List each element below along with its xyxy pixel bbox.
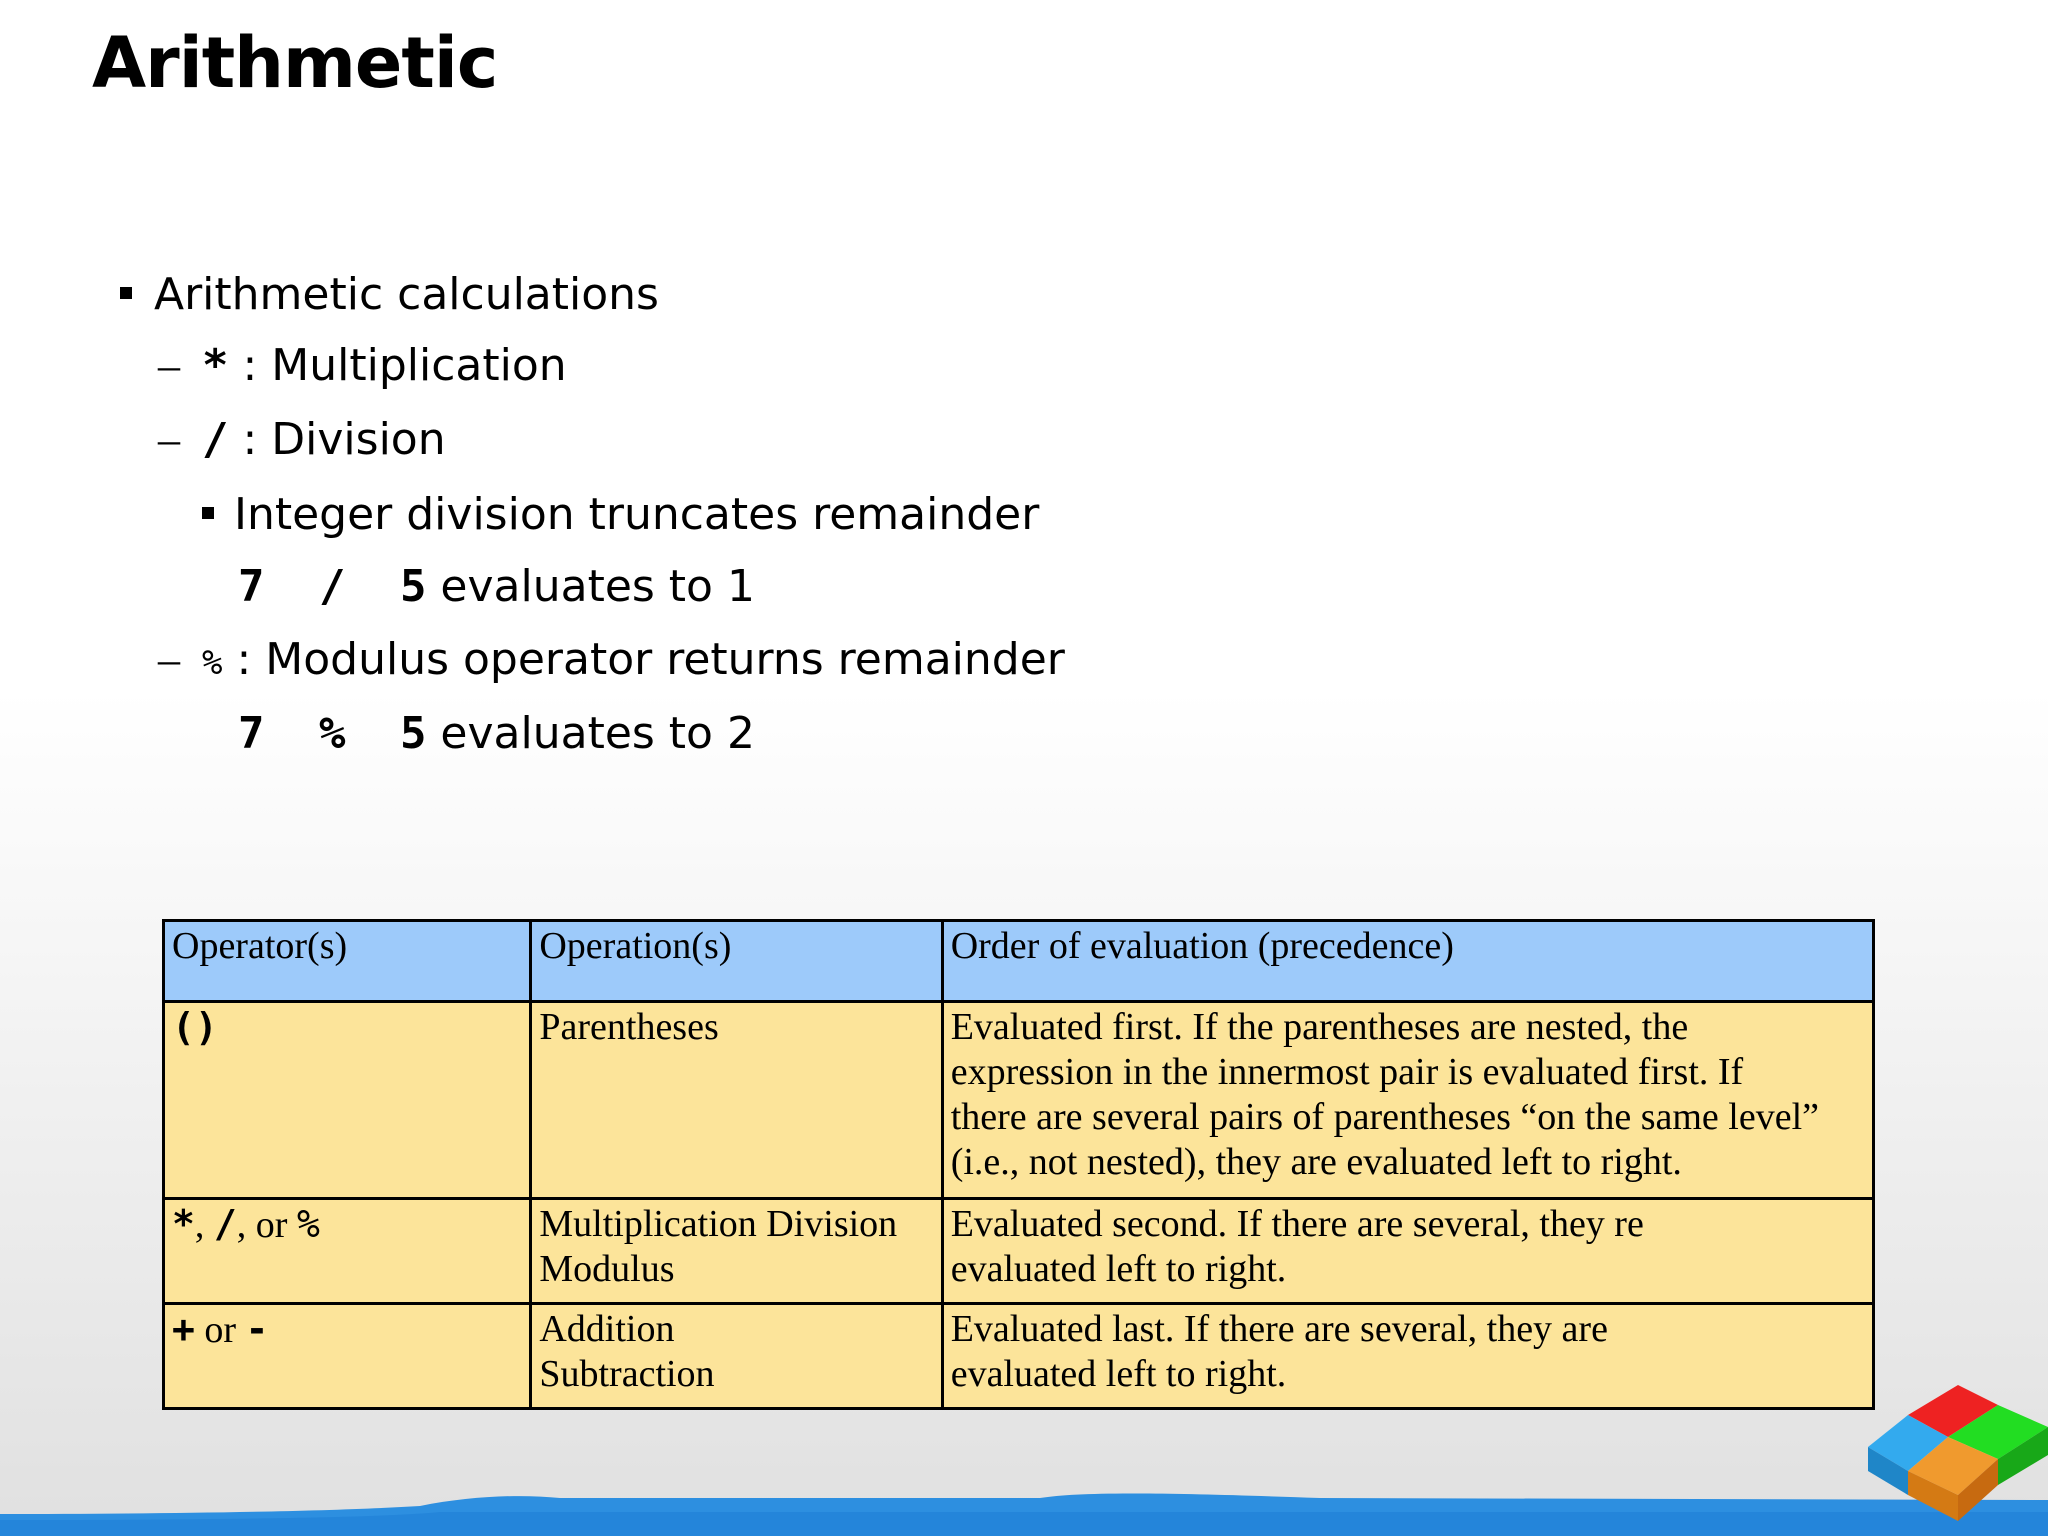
operator-separator: , or [236,1204,297,1246]
order-line: Evaluated last. If there are several, they are [950,1308,1608,1350]
operation-cell [531,1199,942,1304]
operator-code: * [172,1202,195,1246]
table-row [164,1199,1874,1304]
bullet-square-icon [202,507,214,519]
bullet-text: Integer division truncates remainder [233,489,1040,540]
bullet-text: Arithmetic calculations [153,269,659,320]
table-row [164,1002,1874,1199]
order-cell [942,1002,1873,1199]
operator-cell [164,1199,531,1304]
operation-cell [531,1304,942,1409]
colored-cube-logo [1848,1375,2048,1536]
bottom-wave-bar [0,1490,2048,1536]
operator-code: + [172,1307,195,1351]
operation-line: Parentheses [539,1006,719,1048]
operator-code: - [245,1307,269,1351]
bullet-text: : Multiplication [228,340,567,391]
operator-code: / [213,1202,237,1246]
order-line: Evaluated second. If there are several, they re [950,1203,1644,1245]
order-line: there are several pairs of parentheses “on the same level” [950,1096,1819,1138]
table-row [164,1304,1874,1409]
code-expression: 7 % 5 [237,708,427,759]
dash-marker: – [157,415,180,464]
dash-marker: – [157,635,180,684]
header-operators: Operator(s) [164,921,531,1002]
operator-separator: , [194,1204,214,1246]
order-line: Evaluated first. If the parentheses are nested, the [950,1006,1689,1048]
header-order: Order of evaluation (precedence) [942,921,1873,1002]
operation-line: Subtraction [539,1353,715,1395]
operation-cell [531,1002,942,1199]
order-cell [942,1199,1873,1304]
operator-separator: or [194,1309,246,1351]
operator-code: % [296,1202,320,1246]
operator-cell [164,1002,531,1199]
order-line: evaluated left to right. [950,1353,1287,1395]
operator-symbol: % [201,643,223,683]
example-text: evaluates to 1 [426,561,755,612]
operator-symbol: * [201,340,229,391]
order-cell [942,1304,1873,1409]
bullet-text: : Division [228,414,446,465]
code-expression: 7 / 5 [237,561,427,612]
operation-line: Addition [539,1308,675,1350]
bullet-square-icon [120,287,132,299]
operation-line: Multiplication Division [539,1203,898,1245]
bullet-text: : Modulus operator returns remainder [222,634,1065,685]
order-line: evaluated left to right. [950,1248,1287,1290]
precedence-table [162,919,1875,1410]
example-text: evaluates to 2 [426,708,755,759]
table-header-row [164,921,1874,1002]
slide-title: Arithmetic [92,22,498,104]
header-operations: Operation(s) [531,921,942,1002]
operator-code: () [172,1005,218,1049]
operation-line: Modulus [539,1248,675,1290]
operator-cell [164,1304,531,1409]
order-line: expression in the innermost pair is evaluated first. If [950,1051,1744,1093]
dash-marker: – [157,341,180,390]
order-line: (i.e., not nested), they are evaluated left to right. [950,1141,1682,1183]
operator-symbol: / [201,414,229,465]
example-modulus [210,668,755,759]
